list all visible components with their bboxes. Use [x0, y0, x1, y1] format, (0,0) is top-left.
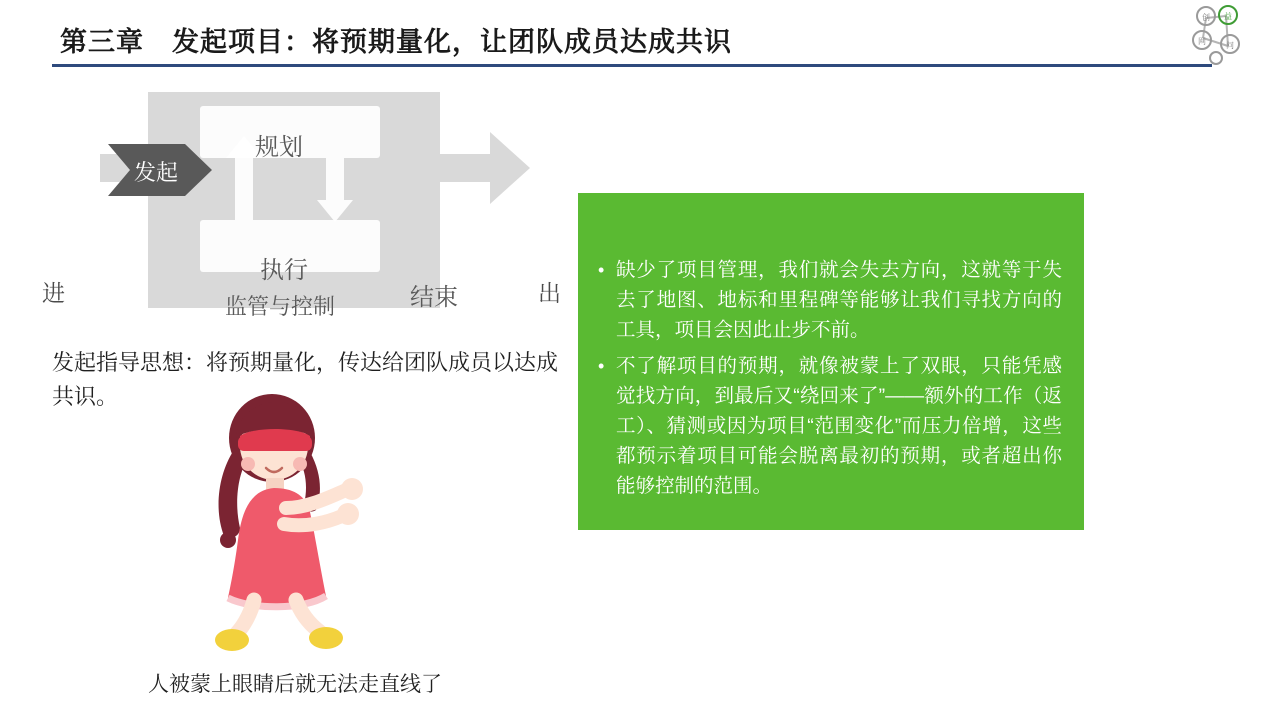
- company-logo: [1186, 4, 1252, 66]
- slide-header: [0, 0, 1280, 68]
- diagram-in-label: 进: [42, 280, 65, 306]
- blindfolded-girl-icon: [180, 390, 420, 660]
- svg-text:问: 问: [1226, 41, 1234, 50]
- bullet-icon: •: [598, 260, 605, 280]
- diagram-control-label: 监管与控制: [225, 294, 336, 319]
- key-points-panel: [578, 193, 1084, 530]
- header-divider: [52, 64, 1212, 67]
- project-process-diagram: [30, 92, 570, 322]
- bullet-text-1: 缺少了项目管理，我们就会失去方向，这就等于失去了地图、地标和里程碑等能够让我们寻找方向的工具，项目会因此止步不前。: [616, 259, 1062, 341]
- svg-text:网: 网: [1198, 37, 1206, 46]
- diagram-initiate-label: 发起: [134, 160, 179, 185]
- bullet-icon: •: [598, 356, 605, 376]
- guiding-principle-text: 发起指导思想：将预期量化，传达给团队成员以达成共识。: [52, 350, 559, 409]
- page-title: 第三章 发起项目：将预期量化，让团队成员达成共识: [60, 27, 732, 57]
- svg-text:益: 益: [1224, 12, 1232, 21]
- bullet-text-2: 不了解项目的预期，就像被蒙上了双眼，只能凭感觉找方向，到最后又“绕回来了”——额外的工作（返工）、猜测或因为项目“范围变化”而压力倍增，这些都预示着项目可能会脱离最初的预期，或者超出你能够控制的范围。: [616, 355, 1062, 497]
- list-item: [598, 351, 1062, 501]
- diagram-close-label: 结束: [410, 284, 458, 311]
- list-item: [598, 255, 1062, 345]
- diagram-out-label: 出: [538, 280, 561, 306]
- illustration-caption: 人被蒙上眼睛后就无法走直线了: [148, 673, 442, 696]
- svg-text:创: 创: [1202, 13, 1210, 22]
- diagram-execute-label: 执行: [260, 257, 308, 284]
- diagram-plan-label: 规划: [255, 134, 303, 161]
